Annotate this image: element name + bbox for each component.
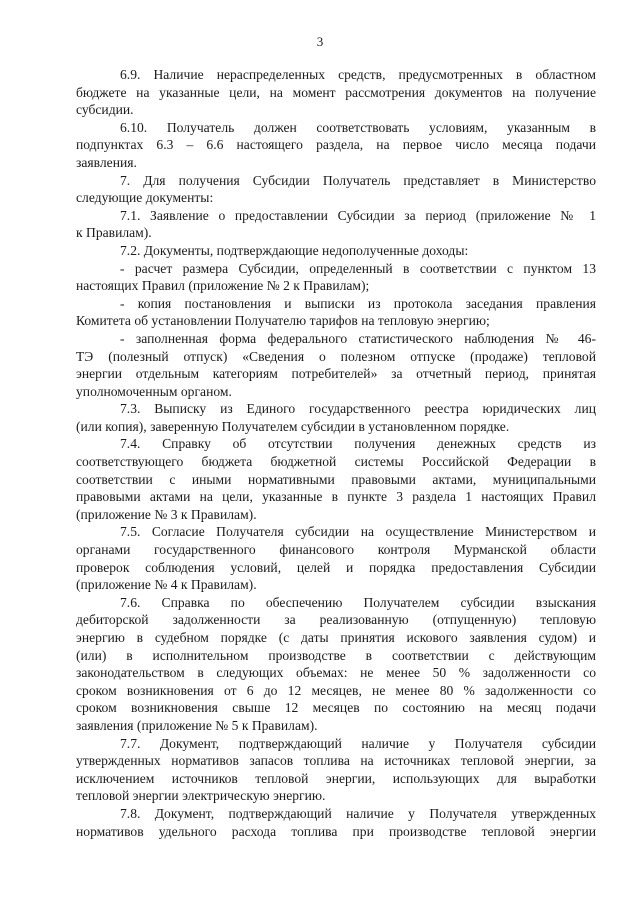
text-line: 7.7. Документ, подтверждающий наличие у Получателя субсидии xyxy=(120,735,596,751)
text-line: (или) в исполнительном производстве в соответствии с действующим xyxy=(76,647,596,663)
text-line: нормативов удельного расхода топлива при производстве тепловой энергии xyxy=(76,823,596,839)
text-line: законодательством в следующих объемах: не менее 50 % задолженности со xyxy=(76,665,596,681)
text-line: проверок соблюдения условий, целей и порядка предоставления Субсидии xyxy=(76,559,596,575)
text-line: 7.8. Документ, подтверждающий наличие у Получателя утвержденных xyxy=(120,805,596,821)
text-line: - заполненная форма федерального статистического наблюдения № 46- xyxy=(120,330,596,346)
text-line: (приложение № 4 к Правилам). xyxy=(76,577,257,593)
text-line: 7.6. Справка по обеспечению Получателем субсидии взыскания xyxy=(120,594,596,610)
text-line: настоящих Правил (приложение № 2 к Правилам); xyxy=(76,278,370,294)
text-line: - копия постановления и выписки из протокола заседания правления xyxy=(120,295,596,311)
text-line: утвержденных нормативов запасов топлива на источниках тепловой энергии, за xyxy=(76,753,596,769)
text-line: подпунктах 6.3 – 6.6 настоящего раздела, на первое число месяца подачи xyxy=(76,137,596,153)
text-line: 6.9. Наличие нераспределенных средств, предусмотренных в областном xyxy=(120,67,596,82)
text-line: 7.3. Выписку из Единого государственного реестра юридических лиц xyxy=(120,401,596,417)
text-line: 6.10. Получатель должен соответствовать условиям, указанным в xyxy=(120,119,596,135)
text-line: органами государственного финансового контроля Мурманской области xyxy=(76,542,596,558)
text-line: Комитета об установлении Получателю тарифов на тепловую энергию; xyxy=(76,313,490,329)
text-line: (приложение № 3 к Правилам). xyxy=(76,506,257,522)
text-line: соответствующего бюджета бюджетной системы Российской Федерации в xyxy=(76,454,596,470)
text-line: субсидии. xyxy=(76,102,134,118)
text-line: (или копия), заверенную Получателем субсидии в установленном порядке. xyxy=(76,418,510,434)
text-line: исключением источников тепловой энергии, использующих для выработки xyxy=(76,770,596,786)
text-line: к Правилам). xyxy=(76,225,152,241)
text-line: 7.4. Справку об отсутствии получения денежных средств из xyxy=(120,436,596,452)
document-body xyxy=(76,66,596,840)
text-line: 7.2. Документы, подтверждающие недополученные доходы: xyxy=(120,242,469,258)
text-line: дебиторской задолженности за реализованную (отпущенную) тепловую xyxy=(76,612,596,628)
text-line: уполномоченным органом. xyxy=(76,383,232,399)
text-line: бюджете на указанные цели, на момент рассмотрения документов на получение xyxy=(76,84,596,100)
text-line: следующие документы: xyxy=(76,190,214,206)
text-line: тепловой энергии электрическую энергию. xyxy=(76,788,326,804)
page-number: 3 xyxy=(316,34,324,49)
text-line: сроком возникновения свыше 12 месяцев по состоянию на месяц подачи xyxy=(76,700,596,716)
text-line: энергию в судебном порядке (с даты принятия искового заявления судом) и xyxy=(76,630,596,645)
text-line: заявления (приложение № 5 к Правилам). xyxy=(76,717,318,733)
text-line: ТЭ (полезный отпуск) «Сведения о полезном отпуске (продаже) тепловой xyxy=(76,348,596,364)
text-line: соответствии с иными нормативными правовыми актами, муниципальными xyxy=(76,471,596,487)
text-line: правовыми актами на цели, указанные в пункте 3 раздела 1 настоящих Правил xyxy=(76,489,596,505)
text-line: 7.5. Согласие Получателя субсидии на осуществление Министерством и xyxy=(120,524,596,540)
text-line: - расчет размера Субсидии, определенный в соответствии с пунктом 13 xyxy=(120,260,596,276)
text-line: 7. Для получения Субсидии Получатель представляет в Министерство xyxy=(120,172,596,188)
text-line: сроком возникновения от 6 до 12 месяцев, не менее 80 % задолженности со xyxy=(76,682,596,698)
text-line: заявления. xyxy=(76,154,137,170)
text-line: 7.1. Заявление о предоставлении Субсидии за период (приложение № 1 xyxy=(120,207,596,223)
text-line: энергии отдельным категориям потребителей» за отчетный период, принятая xyxy=(76,366,596,382)
